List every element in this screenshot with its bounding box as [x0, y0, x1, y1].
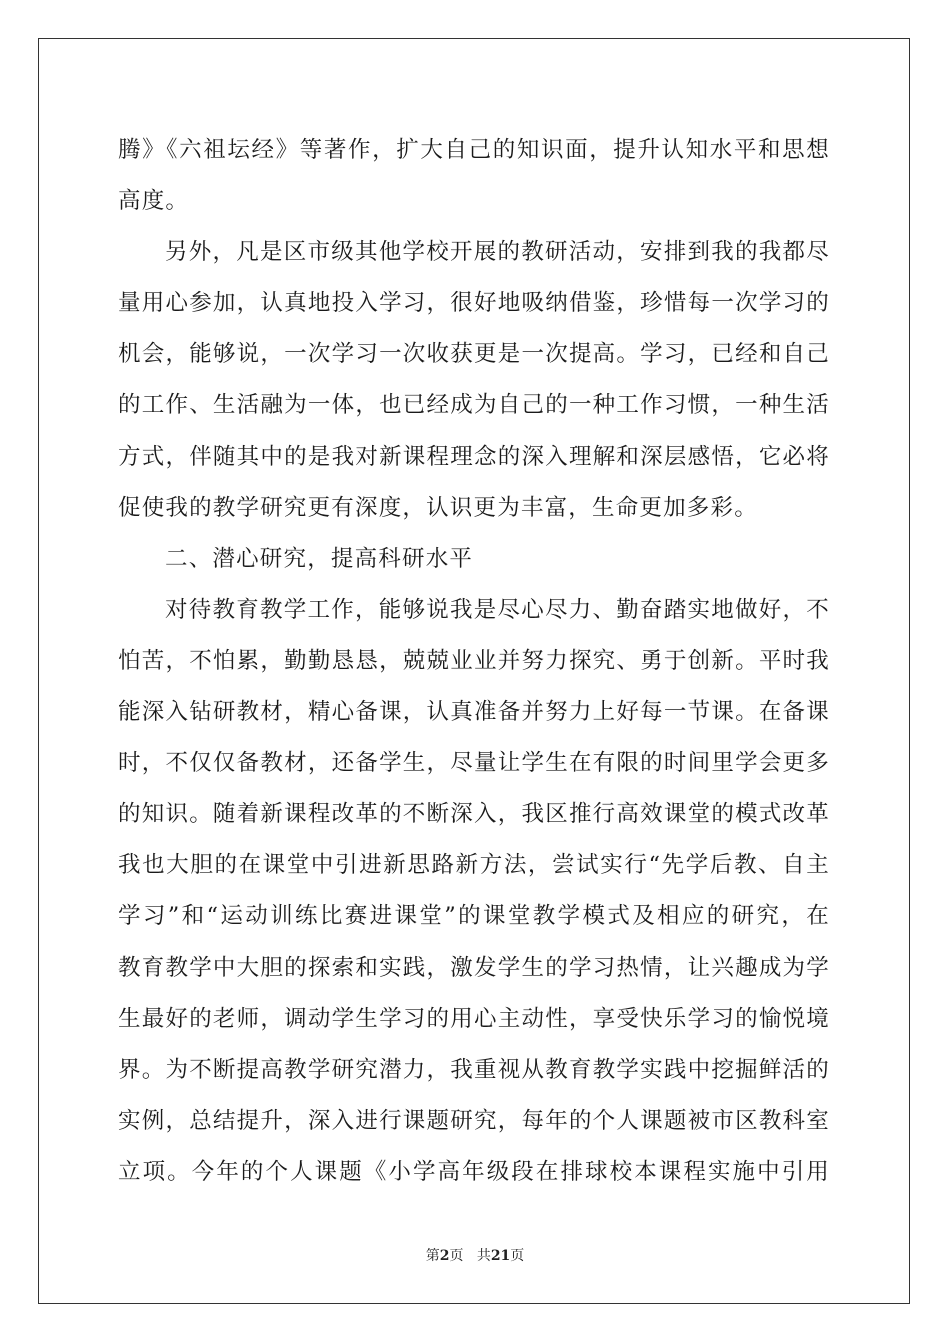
document-body: [118, 125, 830, 1198]
paragraph-line: 方式，伴随其中的是我对新课程理念的深入理解和深层感悟，它必将: [118, 443, 830, 470]
paragraph-line: 高度。: [118, 188, 190, 215]
current-page-number: 2: [439, 1248, 450, 1264]
paragraph-line: 的工作、生活融为一体，也已经成为自己的一种工作习惯，一种生活: [118, 392, 830, 419]
paragraph-line: 教育教学中大胆的探索和实践，激发学生的学习热情，让兴趣成为学: [118, 954, 830, 981]
section-heading: 二、潜心研究，提高科研水平: [165, 545, 474, 572]
page-footer: [0, 1245, 950, 1265]
page-unit: 页: [449, 1248, 464, 1264]
paragraph-line: 立项。今年的个人课题《小学高年级段在排球校本课程实施中引用: [118, 1158, 830, 1185]
paragraph-line: 我也大胆的在课堂中引进新思路新方法，尝试实行“先学后教、自主: [118, 852, 830, 879]
paragraph-line: 的知识。随着新课程改革的不断深入，我区推行高效课堂的模式改革: [118, 801, 830, 828]
paragraph-line: 另外，凡是区市级其他学校开展的教研活动，安排到我的我都尽: [165, 239, 830, 266]
total-prefix: 共: [476, 1248, 491, 1264]
paragraph-line: 对待教育教学工作，能够说我是尽心尽力、勤奋踏实地做好，不: [165, 596, 830, 623]
total-page-count: 21: [490, 1248, 511, 1264]
paragraph-line: 能深入钻研教材，精心备课，认真准备并努力上好每一节课。在备课: [118, 699, 830, 726]
paragraph-line: 量用心参加，认真地投入学习，很好地吸纳借鉴，珍惜每一次学习的: [118, 290, 830, 317]
paragraph-line: 生最好的老师，调动学生学习的用心主动性，享受快乐学习的愉悦境: [118, 1005, 830, 1032]
paragraph-line: 怕苦，不怕累，勤勤恳恳，兢兢业业并努力探究、勇于创新。平时我: [118, 647, 830, 674]
page-prefix: 第: [425, 1248, 440, 1264]
paragraph-line: 界。为不断提高教学研究潜力，我重视从教育教学实践中挖掘鲜活的: [118, 1056, 830, 1083]
paragraph-line: 促使我的教学研究更有深度，认识更为丰富，生命更加多彩。: [118, 494, 758, 521]
paragraph-line: 时，不仅仅备教材，还备学生，尽量让学生在有限的时间里学会更多: [118, 750, 830, 777]
paragraph-line: 实例，总结提升，深入进行课题研究，每年的个人课题被市区教科室: [118, 1107, 830, 1134]
total-unit: 页: [510, 1248, 525, 1264]
paragraph-line: 机会，能够说，一次学习一次收获更是一次提高。学习，已经和自己: [118, 341, 830, 368]
paragraph-line: 腾》《六祖坛经》等著作，扩大自己的知识面，提升认知水平和思想: [118, 137, 830, 163]
paragraph-line: 学习”和“运动训练比赛进课堂”的课堂教学模式及相应的研究，在: [118, 903, 830, 930]
